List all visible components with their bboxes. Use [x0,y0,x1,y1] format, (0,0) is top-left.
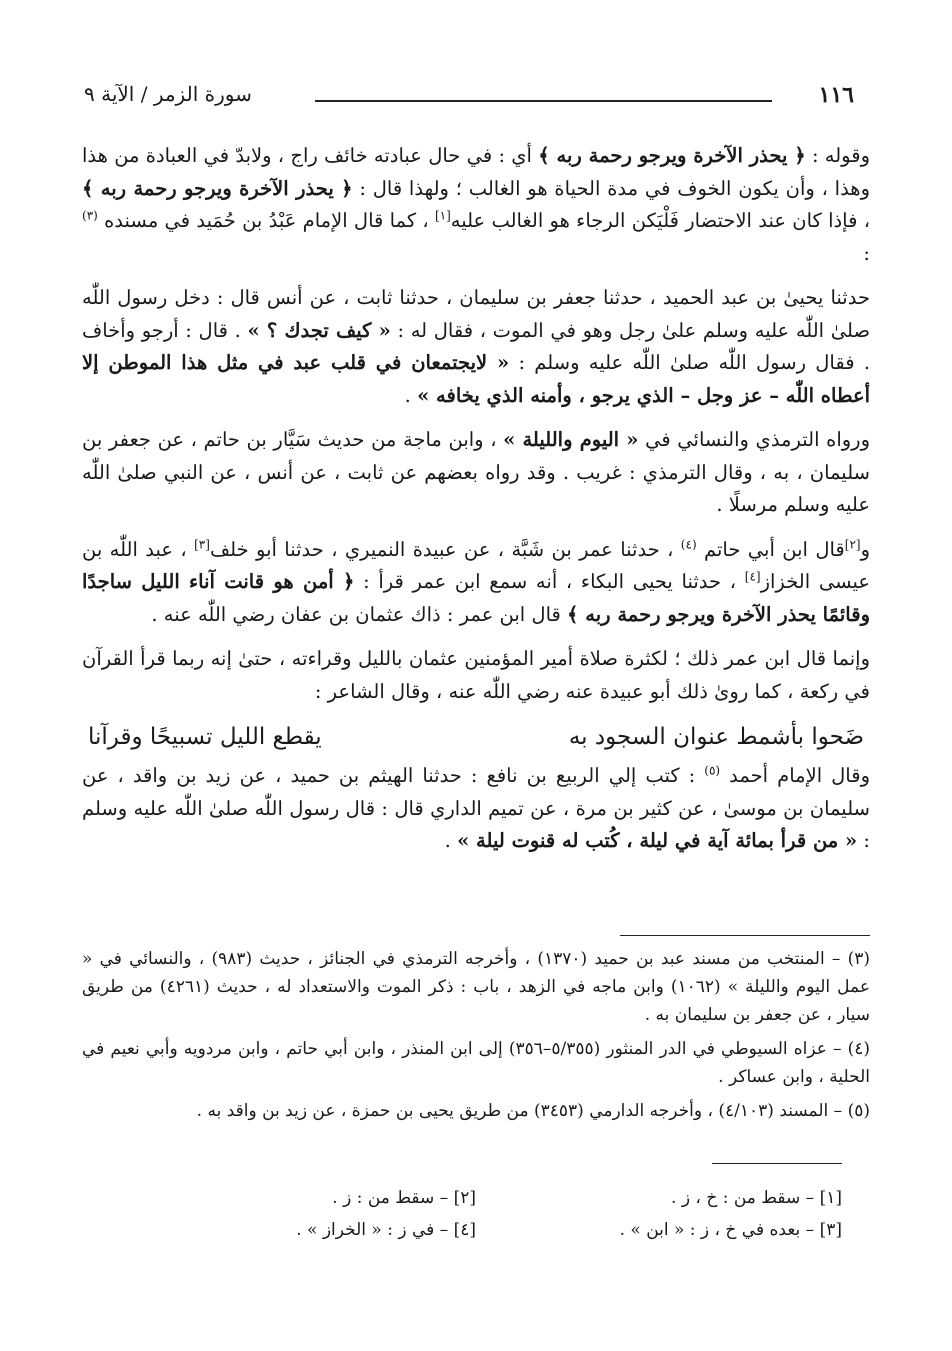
variant-note: [٢] – سقط من : ز . [332,1188,476,1208]
text-run: قال ابن أبي حاتم [696,537,845,561]
text-run: : كتب إلي الربيع بن نافع : حدثنا الهيثم بن حميد ، عن زيد بن واقد ، عن سليمان بن موسىٰ ، عن كثير بن مرة ، عن تميم الداري قال : قال رسول اللّٰه صلىٰ اللّٰه عليه وسلم : [82,764,870,852]
manuscript-variants [110,1182,842,1246]
paragraphs [82,140,870,708]
quoted-text: ﴿ يحذر الآخرة ويرجو رحمة ربه ﴾ [82,176,353,200]
note-ref: (٥) [704,763,721,778]
footnote: (٤) – عزاه السيوطي في الدر المنثور (٥/٣٥٥–٣٥٦) إلى ابن المنذر ، وابن أبي حاتم ، وابن مردويه وأبي نعيم في الحلية ، وابن عساكر . [82,1039,870,1087]
verse-second-hemistich: يقطع الليل تسبيحًا وقرآنا [88,724,322,750]
note-ref: [١] [434,208,451,223]
text-run: حدثنا يحيىٰ بن عبد الحميد ، حدثنا جعفر بن سليمان ، حدثنا ثابت ، عن أنس قال : دخل رسول اللّٰه صلىٰ اللّٰه عليه وسلم علىٰ رجل وهو في الموت ، فقال له : [82,286,871,342]
paragraph [82,282,870,412]
header-rule [315,100,772,102]
text-run: ورواه الترمذي والنسائي في [638,428,870,451]
paragraphs-after-verse [82,760,870,858]
text-run: وقال الإمام أحمد [720,764,870,787]
paragraph [82,643,870,708]
quoted-text: « لايجتمعان في قلب عبد في مثل هذا الموطن إلا أعطاه اللّٰه – عز وجل – الذي يرجو ، وأمنه الذي يخافه » [82,351,870,407]
paragraph [82,760,870,858]
text-run: ، كما قال الإمام عَبْدُ بن حُمَيد في مسنده [97,209,435,232]
text-run: ، حدثنا عمر بن شَبَّة ، عن عبيدة النميري ، حدثنا أبو خلف [209,537,681,561]
variant-note: [٤] – في ز : « الخراز » . [296,1220,476,1240]
note-ref: (٣) [82,208,98,223]
quoted-text: « اليوم والليلة » [503,428,639,451]
text-run: . قال : أرجو وأخاف . فقال رسول اللّٰه صلىٰ اللّٰه عليه وسلم : [82,318,870,374]
variant-row [110,1214,842,1246]
poetry-verse [88,720,864,754]
text-run: ، عبد اللّٰه بن عيسى الخزاز [82,537,870,593]
variant-row [110,1182,842,1214]
quoted-text: ﴿ أمن هو قانت آناء الليل ساجدًا وقائمًا يحذر الآخرة ويرجو رحمة ربه ﴾ [82,570,870,626]
text-run: وإنما قال ابن عمر ذلك ؛ لكثرة صلاة أمير المؤمنين عثمان بالليل وقراءته ، حتىٰ إنه ربما قرأ القرآن في ركعة ، كما روىٰ ذلك أبو عبيدة عنه رضي اللّٰه عنه ، وقال الشاعر : [82,647,870,703]
footnotes [82,945,870,1131]
verse-first-hemistich: ضَحوا بأشمط عنوان السجود به [568,724,864,750]
variant-note: [١] – سقط من : خ ، ز . [671,1188,842,1208]
text-run: ، فإذا كان عند الاحتضار فَلْيَكن الرجاء هو الغالب عليه [450,209,870,232]
footnote: (٣) – المنتخب من مسند عبد بن حميد (١٣٧٠) ، وأخرجه الترمذي في الجنائز ، حديث (٩٨٣) ، والنسائي في « عمل اليوم والليلة » (١٠٦٢) وابن ماجه في الزهد ، باب : ذكر الموت والاستعداد له ، حديث (٤٢٦١) من طريق سيار ، عن جعفر بن سليمان به . [82,949,870,1025]
text-run: قال ابن عمر : ذاك عثمان بن عفان رضي اللّٰه عنه . [151,602,568,626]
text-run: ، حدثنا يحيى البكاء ، أنه سمع ابن عمر قرأ : [354,570,745,593]
paragraph [82,424,870,522]
note-ref: [٣] [194,537,210,551]
note-ref: (٤) [680,537,697,551]
main-text [82,140,870,870]
note-ref: [٢] [844,537,861,551]
quoted-text: ﴿ يحذر الآخرة ويرجو رحمة ربه ﴾ [538,144,806,167]
text-run: ، وابن ماجة من حديث سَيَّار بن حاتم ، عن جعفر بن سليمان ، به ، وقال الترمذي : غريب . وقد رواه بعضهم عن ثابت ، عن أنس ، عن النبي صلىٰ اللّٰه عليه وسلم مرسلًا . [82,428,870,516]
page-number: ١١٦ [818,82,854,108]
note-ref: [٤] [744,569,761,584]
page-header [80,82,872,122]
paragraph [82,140,870,270]
text-run: و [860,537,870,561]
text-run: وقوله : [805,144,870,167]
quoted-text: « من قرأ بمائة آية في ليلة ، كُتب له قنوت ليلة » [457,829,858,852]
paragraph [82,534,870,632]
text-run: أي : في حال عبادته خائف راج ، ولابدّ في العبادة من هذا وهذا ، وأن يكون الخوف في مدة الحياة هو الغالب ؛ ولهذا قال : [82,144,870,200]
variant-note: [٣] – بعده في خ ، ز : « ابن » . [619,1220,842,1240]
variants-rule [712,1163,842,1164]
running-title: سورة الزمر / الآية ٩ [84,82,252,106]
footnote: (٥) – المسند (٤/١٠٣) ، وأخرجه الدارمي (٣٤٥٣) من طريق يحيى بن حمزة ، عن زيد بن واقد به . [196,1101,870,1121]
text-run: . [404,383,418,407]
text-run: . [444,829,458,852]
quoted-text: « كيف تجدك ؟ » [247,318,391,342]
footnote-rule [620,935,870,936]
text-run: : [863,241,870,265]
